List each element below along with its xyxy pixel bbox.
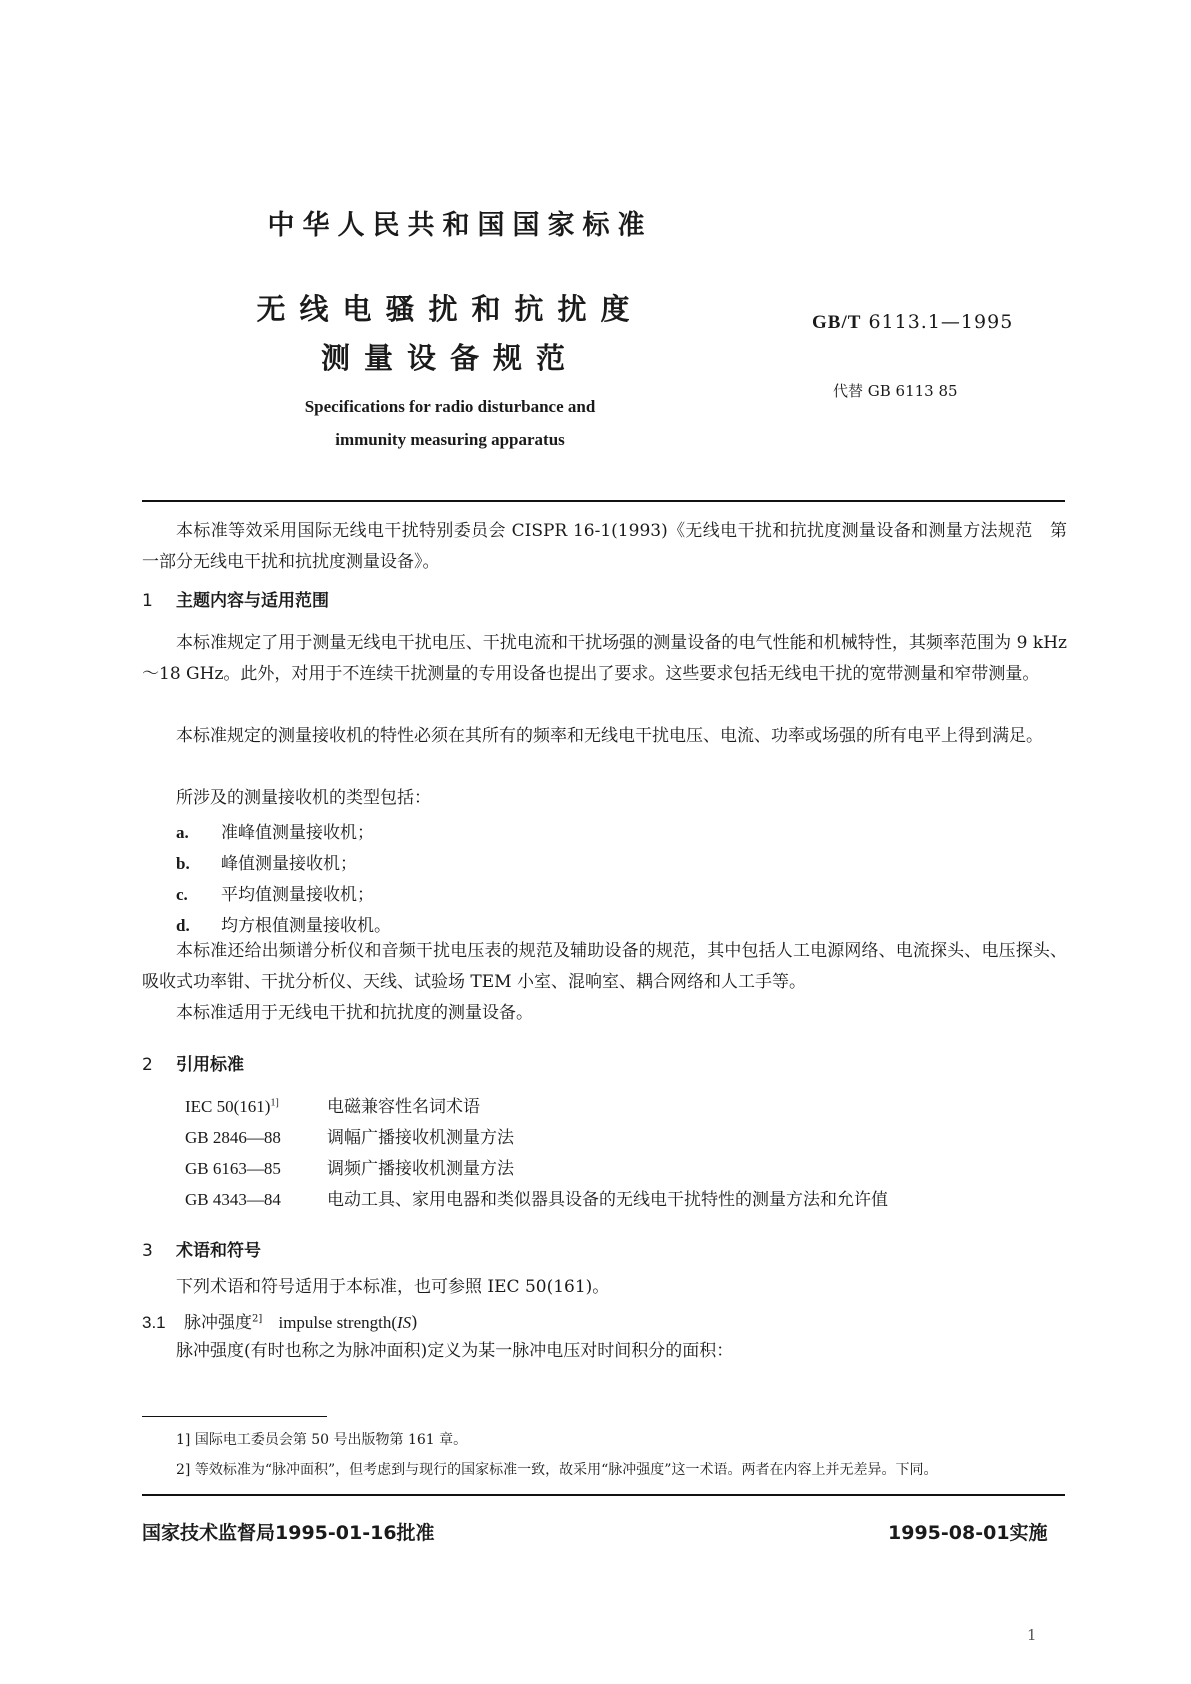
subsection-3-1: 3.1 脉冲强度$^{2]}$ impulse strength(IS): [142, 1313, 418, 1333]
section-title: 主题内容与适用范围: [176, 591, 329, 611]
section-2-heading: [142, 1050, 244, 1075]
section-1-paragraph-5: 本标准适用于无线电干扰和抗扰度的测量设备。: [176, 1003, 533, 1023]
section-1-paragraph-3: 所涉及的测量接收机的类型包括：: [176, 788, 431, 808]
standard-number-value: 6113.1—1995: [868, 311, 1014, 333]
page-number: 1: [1027, 1626, 1037, 1644]
replaces-note: 代替 GB 6113 85: [833, 382, 958, 400]
section-title: 引用标准: [176, 1055, 244, 1075]
english-title-line-2: immunity measuring apparatus: [335, 430, 565, 449]
list-item: d. 均方根值测量接收机。: [176, 916, 391, 936]
reference-row: IEC $50(161)^{1]}$ 电磁兼容性名词术语: [185, 1097, 480, 1117]
document-title-line-2: 测量设备规范: [320, 341, 579, 375]
list-item: a. 准峰值测量接收机；: [176, 823, 374, 843]
subsection-number: 3.1: [142, 1313, 166, 1332]
english-title-line-1: Specifications for radio disturbance and: [304, 397, 596, 416]
section-number: 2: [142, 1055, 153, 1075]
reference-row: GB 4343—84 电动工具、家用电器和类似器具设备的无线电干扰特性的测量方法和允许值: [185, 1190, 888, 1210]
effective-date: 1995-08-01实施: [888, 1522, 1048, 1544]
standard-prefix: GB/T: [812, 312, 862, 333]
footnote-2: 2] 等效标准为“脉冲面积”，但考虑到与现行的国家标准一致，故采用“脉冲强度”这一术语。两者在内容上并无差异。下同。: [176, 1462, 938, 1478]
reference-row: GB 2846—88 调幅广播接收机测量方法: [185, 1128, 514, 1148]
section-1-heading: [142, 586, 329, 611]
section-number: 3: [142, 1241, 153, 1261]
reference-row: GB 6163—85 调频广播接收机测量方法: [185, 1159, 514, 1179]
section-1-paragraph-4: 本标准还给出频谱分析仪和音频干扰电压表的规范及辅助设备的规范，其中包括人工电源网络、电流探头、电压探头、吸收式功率钳、干扰分析仪、天线、试验场 TEM 小室、混响室、耦合网络和人工手等。: [142, 941, 1067, 992]
list-item: b. 峰值测量接收机；: [176, 854, 357, 874]
intro-paragraph: 本标准等效采用国际无线电干扰特别委员会 CISPR 16-1(1993)《无线电干扰和抗扰度测量设备和测量方法规范 第一部分无线电干扰和抗扰度测量设备》。: [142, 521, 1067, 572]
section-3-heading: [142, 1236, 261, 1261]
header-divider: [142, 500, 1065, 502]
subsection-term: 脉冲强度: [184, 1313, 252, 1333]
footer-divider: [142, 1494, 1065, 1496]
footnote-1: 1] 国际电工委员会第 50 号出版物第 161 章。: [176, 1432, 468, 1448]
section-1-paragraph-1: 本标准规定了用于测量无线电干扰电压、干扰电流和干扰场强的测量设备的电气性能和机械特性，其频率范围为 9 kHz～18 GHz。此外，对用于不连续干扰测量的专用设备也提出了要求。这些要求包括无线电干扰的宽带测量和窄带测量。: [142, 633, 1067, 684]
national-standard-title: 中华人民共和国国家标准: [267, 210, 653, 241]
section-1-paragraph-2: 本标准规定的测量接收机的特性必须在其所有的频率和无线电干扰电压、电流、功率或场强的所有电平上得到满足。: [176, 726, 1043, 746]
section-title: 术语和符号: [176, 1241, 261, 1261]
subsection-3-1-definition: 脉冲强度(有时也称之为脉冲面积)定义为某一脉冲电压对时间积分的面积：: [176, 1341, 734, 1361]
section-3-paragraph-1: 下列术语和符号适用于本标准，也可参照 IEC 50(161)。: [176, 1277, 610, 1297]
approval-date: 国家技术监督局1995-01-16批准: [142, 1522, 435, 1544]
section-number: 1: [142, 591, 153, 611]
document-title-line-1: 无线电骚扰和抗扰度: [256, 292, 644, 326]
footnote-divider: [142, 1416, 327, 1417]
list-item: c. 平均值测量接收机；: [176, 885, 374, 905]
standard-number: [812, 311, 1013, 334]
